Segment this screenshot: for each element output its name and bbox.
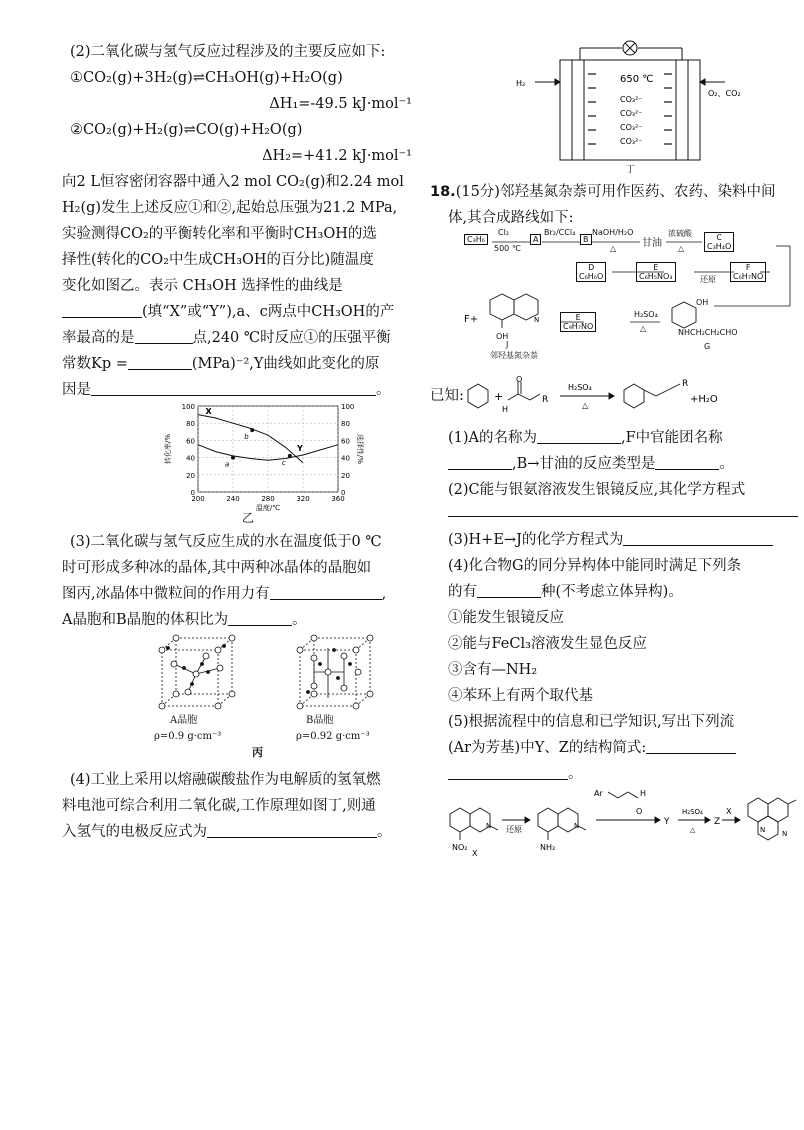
p2-q3-line: [62, 354, 379, 374]
p3-q2-text: A晶胞和B晶胞的体积比为: [62, 612, 229, 628]
reagent-500c: 500 ℃: [494, 244, 521, 253]
ring-n: N: [574, 822, 580, 830]
y-tick-label: 80: [186, 420, 195, 429]
compound-c: [704, 232, 734, 252]
answer-blank[interactable]: [62, 303, 142, 318]
q5-end: 。: [568, 766, 583, 782]
p4-line: 料电池可综合利用二氧化碳,工作原理如图丁,则通: [62, 798, 376, 814]
q1-line: [448, 428, 723, 448]
compound-e: [636, 262, 676, 282]
p2-q3-text-b: (MPa)⁻²,Y曲线如此变化的原: [191, 356, 380, 372]
reagent-reduce: 还原: [506, 825, 522, 834]
point-a: [231, 456, 235, 460]
p2-line: 择性(转化的CO₂中生成CH₃OH的百分比)随温度: [62, 252, 374, 268]
p2-q1-text: (填“X”或“Y”),a、c两点中CH₃OH的产: [142, 304, 395, 320]
plus-sign: +: [494, 390, 504, 403]
answer-blank[interactable]: [646, 739, 736, 754]
compound-f: [730, 262, 766, 282]
known-o: O: [516, 375, 523, 384]
y-axis-label-right: 选择性/%: [356, 433, 364, 465]
known-label: 已知:: [430, 388, 464, 404]
p2-q4-line: [62, 380, 391, 400]
p2-line: 向2 L恒容密闭容器中通入2 mol CO₂(g)和2.24 mol: [62, 174, 404, 190]
cell-a: [159, 635, 235, 709]
g-oh: OH: [696, 298, 709, 307]
y-tick-label-right: 0: [341, 489, 346, 497]
g-chain: NHCH₂CH₂CHO: [678, 328, 738, 337]
q1-line-2: [448, 454, 734, 474]
figure-yi-caption: 乙: [242, 511, 255, 525]
point-label-c: c: [281, 458, 286, 467]
p2-q4-text: 因是: [62, 382, 91, 398]
compound-j-formula: C₉H₇NO: [563, 322, 594, 331]
ar-group: Ar: [594, 789, 603, 798]
j-name: 邻羟基氮杂萘: [490, 351, 538, 360]
q5-text-b: (Ar为芳基)中Y、Z的结构简式:: [448, 740, 647, 756]
answer-blank[interactable]: [623, 531, 773, 546]
series-label-X: X: [205, 407, 212, 417]
x-tick-label: 320: [296, 495, 310, 503]
figure-bing-caption: 丙: [252, 746, 263, 759]
compound-e-formula: C₆H₅NO₃: [639, 272, 673, 281]
known-water: +H₂O: [690, 394, 718, 405]
point-c: [288, 454, 292, 458]
known-h: H: [502, 405, 509, 414]
y-tick-label: 20: [186, 471, 195, 480]
known-r-product: R: [682, 379, 689, 389]
right-gas-label: O₂、CO₂: [708, 89, 741, 98]
compound-c-formula: C₃H₄O: [707, 242, 732, 251]
reagent-h2so4: H₂SO₄: [682, 808, 703, 816]
reaction-2-dh: ΔH₂=+41.2 kJ·mol⁻¹: [262, 148, 412, 164]
p2-q1-line: [62, 302, 394, 322]
figure-ding-caption: 丁: [626, 165, 636, 175]
q5-line-3: [448, 764, 583, 784]
compound-a: A: [530, 234, 541, 245]
y-tick-label: 0: [190, 489, 195, 497]
x-axis-label: 温度/℃: [255, 504, 281, 512]
point-label-a: a: [225, 460, 230, 469]
reagent-heat: △: [678, 244, 685, 253]
point-label-b: b: [244, 433, 249, 442]
cell-temperature: 650 ℃: [620, 74, 654, 85]
y-tick-label-right: 80: [341, 420, 350, 429]
reagent-x: X: [726, 807, 732, 816]
compound-d-label: D: [588, 263, 595, 272]
x-tick-label: 280: [261, 495, 275, 503]
label-x: X: [472, 849, 478, 858]
answer-blank[interactable]: [91, 381, 376, 396]
ion-label: CO₃²⁻: [620, 95, 643, 104]
x-tick-label: 200: [191, 495, 205, 503]
answer-blank[interactable]: [128, 355, 192, 370]
answer-blank[interactable]: [477, 583, 541, 598]
q18-intro: (15分)邻羟基氮杂萘可用作医药、农药、染料中间: [455, 184, 776, 200]
aldehyde-h: H: [640, 789, 647, 798]
ring-n: N: [486, 822, 492, 830]
answer-blank[interactable]: [655, 455, 719, 470]
reagent-heat: △: [640, 324, 647, 333]
answer-line[interactable]: [448, 516, 798, 517]
y-axis-label-left: 转化率/%: [164, 433, 172, 465]
known-r: R: [542, 395, 549, 405]
figure-ding-fuel-cell: [510, 34, 750, 174]
cell-a-label: A晶胞: [170, 715, 198, 726]
answer-blank[interactable]: [270, 585, 382, 600]
reagent-h2so4: H₂SO₄: [634, 310, 658, 319]
q18-intro-2: 体,其合成路线如下:: [448, 210, 574, 226]
cell-b: [297, 635, 373, 709]
p2-line: H₂(g)发生上述反应①和②,起始总压强为21.2 MPa,: [62, 200, 398, 216]
p4-q-line: [62, 822, 392, 842]
reagent-heat: △: [610, 244, 617, 253]
q3-text: (3)H+E→J的化学方程式为: [448, 532, 624, 548]
reagent-naoh: NaOH/H₂O: [592, 228, 634, 237]
p2-line: 变化如图乙。表示 CH₃OH 选择性的曲线是: [62, 278, 343, 294]
figure-yi-chart: [162, 400, 362, 520]
ring-n: N: [760, 826, 766, 834]
p3-line: (3)二氧化碳与氢气反应生成的水在温度低于0 ℃: [70, 534, 382, 550]
p2-q2-text: 率最高的是: [62, 330, 135, 346]
ring-n: N: [534, 316, 540, 324]
known-h2so4: H₂SO₄: [568, 383, 592, 392]
left-gas-label: H₂: [516, 79, 526, 88]
chart-axes: [163, 403, 365, 512]
condition-4: ④苯环上有两个取代基: [448, 688, 593, 704]
reaction-2: ②CO₂(g)+H₂(g)⇌CO(g)+H₂O(g): [70, 122, 303, 138]
p4-q-end: 。: [377, 824, 392, 840]
p2-intro: (2)二氧化碳与氢气反应过程涉及的主要反应如下:: [70, 44, 386, 60]
p2-line: 实验测得CO₂的平衡转化率和平衡时CH₃OH的选: [62, 226, 377, 242]
p3-q1-line: [62, 584, 386, 604]
q3-line: [448, 530, 773, 550]
q1-text-c: ,B→甘油的反应类型是: [512, 456, 656, 472]
nh2-group: NH₂: [540, 843, 556, 852]
q1-text-b: ,F中官能团名称: [621, 430, 723, 446]
reaction-1-dh: ΔH₁=-49.5 kJ·mol⁻¹: [269, 96, 412, 112]
y-tick-label-right: 20: [341, 471, 350, 480]
compound-f-formula: C₆H₇NO: [733, 272, 764, 281]
y-tick-label-right: 100: [341, 403, 355, 411]
y-tick-label: 40: [186, 454, 195, 463]
q18-line: [430, 182, 775, 202]
reagent-cl2: Cl₂: [498, 228, 510, 237]
reagent-h2so4-conc: 浓硫酸: [668, 229, 692, 238]
f-plus: F+: [464, 314, 479, 325]
compound-e2-label: E: [575, 313, 581, 322]
p2-q2-line: [62, 328, 391, 348]
right-column: [430, 0, 800, 1130]
answer-blank[interactable]: [135, 329, 193, 344]
p2-q3-text: 常数Kp =: [62, 356, 128, 372]
j-oh: OH: [496, 332, 509, 341]
glycerol: 甘油: [642, 238, 662, 249]
reagent-reduce: 还原: [700, 275, 716, 284]
label-z: Z: [714, 817, 721, 827]
p2-q2-text-b: 点,240 ℃时反应①的压强平衡: [192, 330, 391, 346]
synthesis-scheme: [464, 228, 804, 362]
answer-blank[interactable]: [537, 429, 621, 444]
no2-group: NO₂: [452, 843, 468, 852]
q2-line: (2)C能与银氨溶液发生银镜反应,其化学方程式: [448, 482, 746, 498]
q4-text-b: 的有: [448, 584, 477, 600]
q1-end: 。: [719, 456, 734, 472]
answer-blank[interactable]: [207, 823, 377, 838]
y-tick-label: 60: [186, 437, 195, 446]
answer-blank[interactable]: [448, 765, 568, 780]
p4-line: (4)工业上采用以熔融碳酸盐作为电解质的氢氧燃: [70, 772, 381, 788]
p3-q2-line: [62, 610, 307, 630]
compound-f-label: F: [745, 263, 751, 272]
cell-b-label: B晶胞: [306, 715, 334, 726]
q4-line-2: [448, 582, 683, 602]
series-line-X: [198, 415, 303, 463]
q5-line: (5)根据流程中的信息和已学知识,写出下列流: [448, 714, 735, 730]
answer-blank[interactable]: [228, 611, 292, 626]
label-y: Y: [664, 817, 670, 827]
ion-label: CO₃²⁻: [620, 137, 643, 146]
c3h6-box: C₃H₆: [464, 234, 488, 245]
ring-n: N: [782, 830, 788, 838]
y-tick-label-right: 60: [341, 437, 350, 446]
synthesis-scheme-2: [446, 784, 800, 864]
reagent-br2: Br₂/CCl₄: [544, 228, 576, 237]
q1-text: (1)A的名称为: [448, 430, 538, 446]
condition-2: ②能与FeCl₃溶液发生显色反应: [448, 636, 647, 652]
condition-1: ①能发生银镜反应: [448, 610, 564, 626]
compound-d: [576, 262, 606, 282]
reaction-1: ①CO₂(g)+3H₂(g)⇌CH₃OH(g)+H₂O(g): [70, 70, 343, 86]
question-number: 18.: [430, 184, 456, 200]
known-heat: △: [582, 401, 589, 410]
cell-b-density: ρ=0.92 g·cm⁻³: [296, 731, 370, 742]
quinolinol-structure: [484, 290, 544, 334]
y-tick-label-right: 40: [341, 454, 350, 463]
q4-line: (4)化合物G的同分异构体中能同时满足下列条: [448, 558, 742, 574]
ion-label: CO₃²⁻: [620, 109, 643, 118]
cell-a-density: ρ=0.9 g·cm⁻³: [154, 731, 222, 742]
known-reaction: [430, 376, 800, 416]
label-j: J: [506, 340, 509, 349]
reagent-heat: △: [690, 826, 696, 834]
condition-3: ③含有—NH₂: [448, 662, 538, 678]
compound-e-label: E: [653, 263, 659, 272]
point-b: [250, 428, 254, 432]
p3-q1-end: ,: [381, 586, 387, 602]
known-reaction-scheme: [464, 376, 764, 416]
answer-blank[interactable]: [448, 455, 512, 470]
q4-text-c: 种(不考虑立体异构)。: [541, 584, 683, 600]
label-g: G: [704, 342, 711, 351]
p3-line: 时可形成多种冰的晶体,其中两种冰晶体的晶胞如: [62, 560, 372, 576]
aldehyde-o: O: [636, 807, 643, 816]
y-tick-label: 100: [181, 403, 195, 411]
compound-b: B: [580, 234, 592, 245]
compound-d-formula: C₆H₆O: [579, 272, 604, 281]
p3-q2-end: 。: [292, 612, 307, 628]
series-label-Y: Y: [297, 444, 303, 454]
compound-c-label: C: [716, 233, 722, 242]
q5-line-2: [448, 738, 736, 758]
compound-e2: [560, 312, 596, 332]
p3-text: 图丙,冰晶体中微粒间的作用力有: [62, 586, 270, 602]
p4-q-text: 入氢气的电极反应式为: [62, 824, 207, 840]
x-tick-label: 360: [331, 495, 345, 503]
x-tick-label: 240: [226, 495, 240, 503]
p2-q4-end: 。: [376, 382, 391, 398]
ion-label: CO₃²⁻: [620, 123, 643, 132]
